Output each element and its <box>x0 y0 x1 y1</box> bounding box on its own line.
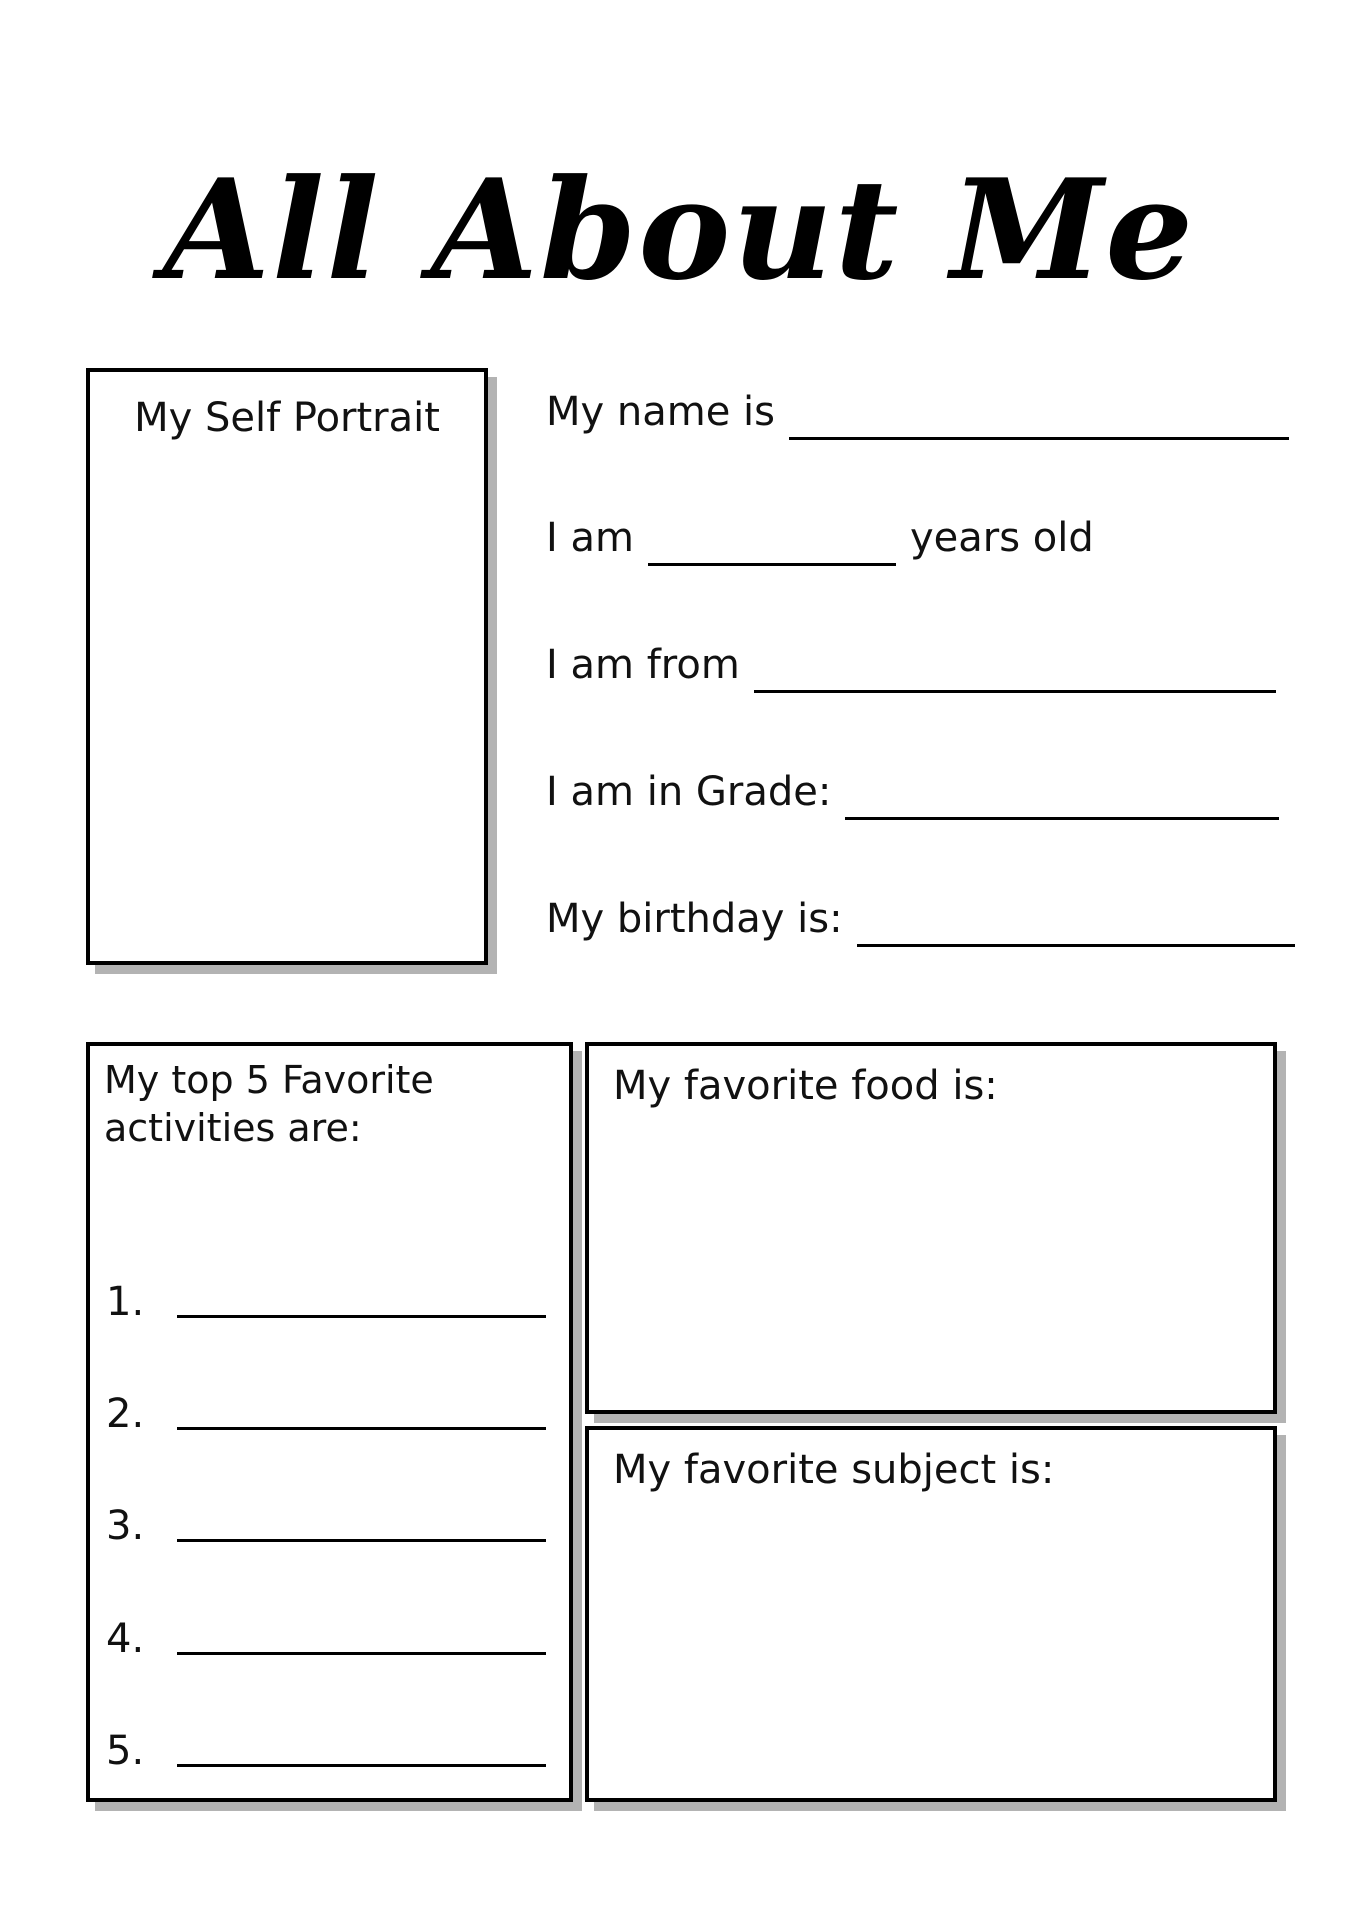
favorite-subject-label: My favorite subject is: <box>613 1447 1055 1493</box>
page-title: All About Me <box>162 148 1196 311</box>
age-field[interactable] <box>648 519 896 566</box>
favorite-food-label: My favorite food is: <box>613 1063 998 1109</box>
grade-label: I am in Grade: <box>546 769 832 815</box>
grade-field[interactable] <box>845 773 1279 820</box>
from-label: I am from <box>546 642 740 688</box>
activity-item <box>106 1721 546 1777</box>
self-portrait-label: My Self Portrait <box>134 395 440 441</box>
activities-box <box>86 1042 573 1802</box>
age-row <box>546 506 1094 566</box>
name-row <box>546 380 1303 440</box>
favorite-subject-box[interactable] <box>585 1426 1277 1802</box>
birthday-label: My birthday is: <box>546 896 843 942</box>
name-label: My name is <box>546 389 776 435</box>
activity-number: 3. <box>106 1503 145 1549</box>
activity-field-2[interactable] <box>177 1387 546 1430</box>
name-field[interactable] <box>789 393 1289 440</box>
birthday-field[interactable] <box>857 900 1295 947</box>
activities-label: My top 5 Favorite activities are: <box>104 1058 434 1150</box>
activity-item <box>106 1384 546 1440</box>
activity-number: 1. <box>106 1279 145 1325</box>
age-label: I am <box>546 515 634 561</box>
activity-number: 4. <box>106 1616 145 1662</box>
favorite-food-box[interactable] <box>585 1042 1277 1414</box>
activity-item <box>106 1609 546 1665</box>
self-portrait-box[interactable] <box>86 368 488 965</box>
activity-number: 5. <box>106 1728 145 1774</box>
activity-field-1[interactable] <box>177 1275 546 1318</box>
activity-number: 2. <box>106 1391 145 1437</box>
activity-field-4[interactable] <box>177 1612 546 1655</box>
activity-field-3[interactable] <box>177 1499 546 1542</box>
grade-row <box>546 760 1293 820</box>
age-unit-label: years old <box>910 515 1094 561</box>
birthday-row <box>546 887 1309 947</box>
from-field[interactable] <box>754 646 1276 693</box>
activity-field-5[interactable] <box>177 1724 546 1767</box>
from-row <box>546 633 1290 693</box>
activity-item <box>106 1496 546 1552</box>
activity-item <box>106 1272 546 1328</box>
